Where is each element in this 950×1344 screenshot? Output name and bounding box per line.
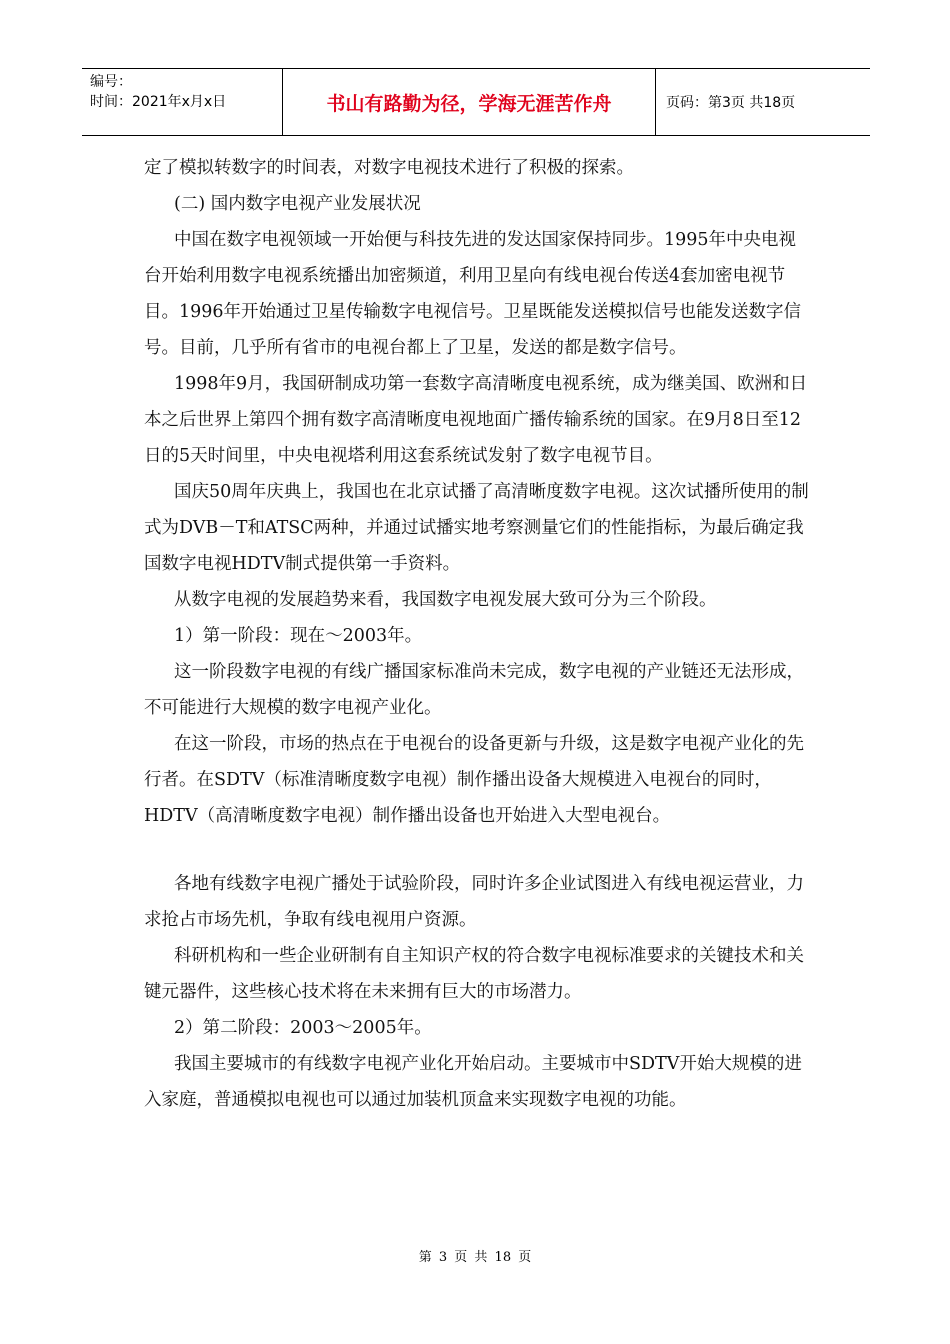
header-page-info: 页码：第3页 共18页 bbox=[666, 95, 796, 111]
stage-heading: 1）第一阶段：现在～2003年。 bbox=[174, 626, 423, 646]
document-body bbox=[144, 150, 810, 1118]
paragraph: 中国在数字电视领域一开始便与科技先进的发达国家保持同步。1995年中央电视台开始利用数字电视系统播出加密频道，利用卫星向有线电视台传送4套加密电视节目。1996年开始通过卫星传输数字电视信号。卫星既能发送模拟信号也能发送数字信号。目前，几乎所有省市的电视台都上了卫星，发送的都是数字信号。 bbox=[144, 230, 802, 358]
paragraph: 从数字电视的发展趋势来看，我国数字电视发展大致可分为三个阶段。 bbox=[174, 590, 717, 610]
paragraph: 我国主要城市的有线数字电视产业化开始启动。主要城市中SDTV开始大规模的进入家庭，普通模拟电视也可以通过加装机顶盒来实现数字电视的功能。 bbox=[144, 1054, 802, 1110]
header-motto: 书山有路勤为径，学海无涯苦作舟 bbox=[283, 69, 656, 135]
code-label: 编号： bbox=[90, 74, 132, 90]
paragraph: 在这一阶段，市场的热点在于电视台的设备更新与升级，这是数字电视产业化的先行者。在SDTV（标准清晰度数字电视）制作播出设备大规模进入电视台的同时，HDTV（高清晰度数字电视）制作播出设备也开始进入大型电视台。 bbox=[144, 734, 804, 826]
page-footer: 第 3 页 共 18 页 bbox=[418, 1250, 532, 1265]
section-heading: (二) 国内数字电视产业发展状况 bbox=[174, 194, 421, 214]
paragraph: 定了模拟转数字的时间表，对数字电视技术进行了积极的探索。 bbox=[144, 158, 634, 178]
header-left-cell bbox=[82, 69, 283, 135]
paragraph: 各地有线数字电视广播处于试验阶段，同时许多企业试图进入有线电视运营业，力求抢占市场先机，争取有线电视用户资源。 bbox=[144, 874, 804, 930]
paragraph: 科研机构和一些企业研制有自主知识产权的符合数字电视标准要求的关键技术和关键元器件，这些核心技术将在未来拥有巨大的市场潜力。 bbox=[144, 946, 804, 1002]
paragraph: 国庆50周年庆典上，我国也在北京试播了高清晰度数字电视。这次试播所使用的制式为DVB－T和ATSC两种，并通过试播实地考察测量它们的性能指标，为最后确定我国数字电视HDTV制式提供第一手资料。 bbox=[144, 482, 809, 574]
page-header bbox=[82, 68, 870, 136]
blank-line bbox=[144, 834, 810, 866]
stage-heading: 2）第二阶段：2003～2005年。 bbox=[174, 1018, 432, 1038]
paragraph: 1998年9月，我国研制成功第一套数字高清晰度电视系统，成为继美国、欧洲和日本之后世界上第四个拥有数字高清晰度电视地面广播传输系统的国家。在9月8日至12日的5天时间里，中央电视塔利用这套系统试发射了数字电视节目。 bbox=[144, 374, 808, 466]
paragraph: 这一阶段数字电视的有线广播国家标准尚未完成，数字电视的产业链还无法形成，不可能进行大规模的数字电视产业化。 bbox=[144, 662, 804, 718]
date-label: 时间：2021年x月x日 bbox=[90, 94, 227, 110]
